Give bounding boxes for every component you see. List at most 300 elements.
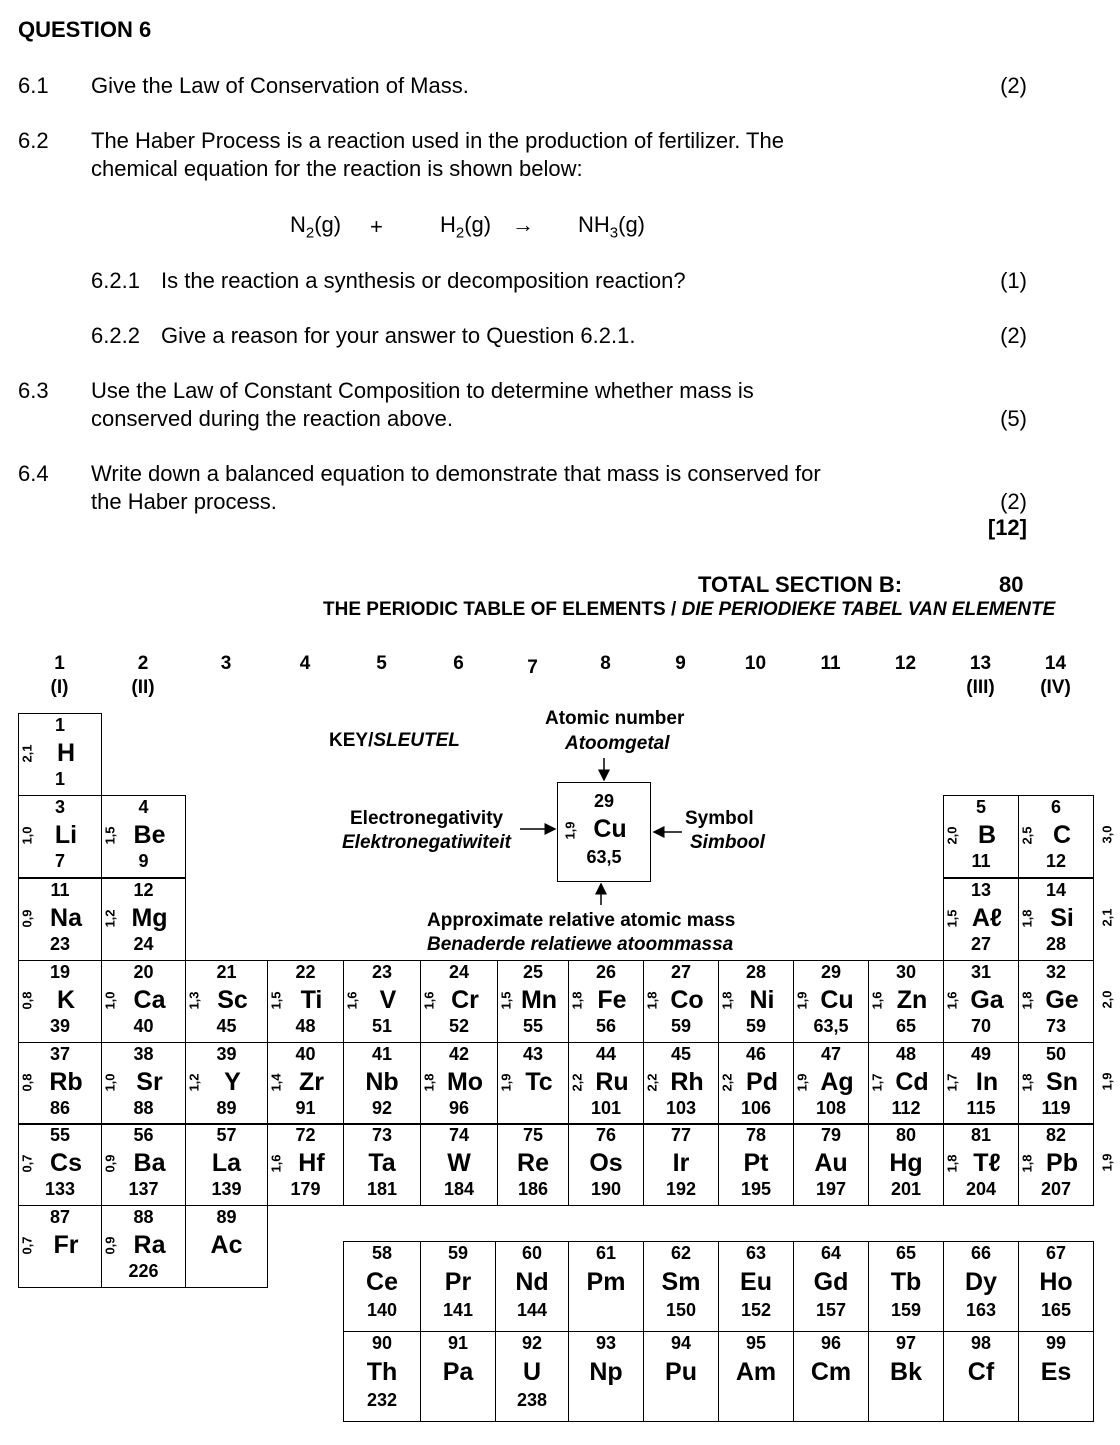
element-mass: 137 xyxy=(128,1179,159,1199)
element-mass: 27 xyxy=(970,934,992,954)
element-atomic-number: 94 xyxy=(670,1333,692,1353)
element-electronegativity: 2,0 xyxy=(944,826,960,845)
total-section-label: TOTAL SECTION B: xyxy=(698,572,903,597)
element-symbol: Rh xyxy=(670,1068,704,1096)
element-mass: 56 xyxy=(595,1016,617,1036)
equation-plus: + xyxy=(370,214,383,239)
element-atomic-number: 97 xyxy=(895,1333,917,1353)
element-atomic-number: 44 xyxy=(595,1044,617,1064)
element-atomic-number: 27 xyxy=(670,962,692,982)
element-atomic-number: 66 xyxy=(970,1243,992,1263)
element-atomic-number: 80 xyxy=(895,1125,917,1145)
element-mass: 157 xyxy=(815,1300,847,1320)
element-electronegativity: 1,5 xyxy=(102,826,118,845)
element-mass: 139 xyxy=(211,1179,242,1199)
element-symbol: Cm xyxy=(810,1358,852,1386)
element-electronegativity: 1,8 xyxy=(944,1154,960,1173)
group-number-1: 1 xyxy=(54,653,65,674)
element-symbol: Y xyxy=(224,1068,241,1096)
element-atomic-number: 81 xyxy=(970,1125,992,1145)
element-symbol: Cd xyxy=(895,1068,929,1096)
key-example-electronegativity: 1,9 xyxy=(562,821,578,840)
element-electronegativity: 0,9 xyxy=(102,1154,118,1173)
q62-number: 6.2 xyxy=(18,128,49,153)
element-electronegativity: 1,6 xyxy=(869,991,885,1010)
equation-arrow: → xyxy=(512,212,534,237)
element-symbol: Ho xyxy=(1039,1268,1073,1296)
group-roman-14: (IV) xyxy=(1040,677,1071,698)
element-mass: 159 xyxy=(890,1300,922,1320)
element-mass: 52 xyxy=(448,1016,470,1036)
question-title: QUESTION 6 xyxy=(18,17,152,42)
element-symbol: Os xyxy=(589,1149,623,1177)
element-symbol: Fe xyxy=(597,986,627,1014)
key-electronegativity-label: Electronegativity xyxy=(350,808,504,829)
element-symbol: Ce xyxy=(366,1268,398,1296)
element-symbol: Zn xyxy=(896,986,928,1014)
element-atomic-number: 96 xyxy=(820,1333,842,1353)
group-number-9: 9 xyxy=(675,653,686,674)
element-symbol: Nd xyxy=(515,1268,549,1296)
q621-number: 6.2.1 xyxy=(91,268,140,293)
group-number-12: 12 xyxy=(894,653,917,674)
element-electronegativity: 1,7 xyxy=(944,1073,960,1092)
element-atomic-number: 48 xyxy=(895,1044,917,1064)
element-atomic-number: 64 xyxy=(820,1243,842,1263)
element-symbol: Au xyxy=(814,1149,848,1177)
element-mass: 163 xyxy=(965,1300,997,1320)
element-mass: 28 xyxy=(1045,934,1067,954)
element-symbol: Sm xyxy=(661,1268,701,1296)
element-symbol: Aℓ xyxy=(971,904,1003,932)
element-symbol: La xyxy=(211,1149,242,1177)
element-mass: 152 xyxy=(740,1300,772,1320)
key-atomic-number-label: Atomic number xyxy=(545,708,685,729)
element-mass: 103 xyxy=(665,1098,697,1118)
element-mass: 39 xyxy=(49,1016,71,1036)
group-number-7: 7 xyxy=(527,657,538,678)
element-mass: 108 xyxy=(815,1098,847,1118)
group-number-4: 4 xyxy=(299,653,311,674)
element-symbol: Li xyxy=(54,821,78,849)
element-symbol: Ti xyxy=(300,986,323,1014)
equation-nh3: $NH_3(g)$ xyxy=(578,212,646,242)
element-electronegativity: 0,9 xyxy=(19,909,35,928)
element-electronegativity: 0,8 xyxy=(19,991,35,1010)
element-electronegativity: 2,2 xyxy=(719,1073,735,1092)
element-electronegativity: 1,5 xyxy=(944,909,960,928)
element-atomic-number: 74 xyxy=(448,1125,470,1145)
element-mass: 65 xyxy=(895,1016,917,1036)
element-atomic-number: 23 xyxy=(371,962,393,982)
element-atomic-number: 98 xyxy=(970,1333,992,1353)
element-symbol: C xyxy=(1052,821,1072,849)
element-symbol: Tb xyxy=(890,1268,922,1296)
edge-electronegativity: 3,0 xyxy=(1099,825,1115,844)
element-symbol: Pm xyxy=(586,1268,626,1296)
element-symbol: Nb xyxy=(365,1068,399,1096)
element-symbol: Cs xyxy=(50,1149,82,1177)
group-number-5: 5 xyxy=(376,653,387,674)
element-mass: 23 xyxy=(49,934,71,954)
element-mass: 115 xyxy=(966,1098,996,1118)
element-mass: 197 xyxy=(815,1179,847,1199)
element-symbol: Na xyxy=(50,904,82,932)
element-atomic-number: 11 xyxy=(50,880,70,900)
element-atomic-number: 78 xyxy=(745,1125,767,1145)
element-mass: 89 xyxy=(216,1098,237,1118)
element-mass: 179 xyxy=(290,1179,321,1199)
element-electronegativity: 1,6 xyxy=(421,991,437,1010)
element-mass: 106 xyxy=(740,1098,772,1118)
element-symbol: Tℓ xyxy=(973,1149,1001,1177)
element-atomic-number: 92 xyxy=(521,1333,543,1353)
element-symbol: U xyxy=(522,1358,542,1386)
group-number-3: 3 xyxy=(220,653,232,674)
element-mass: 192 xyxy=(665,1179,697,1199)
element-electronegativity: 1,0 xyxy=(102,991,118,1010)
group-number-14: 14 xyxy=(1044,653,1067,674)
element-symbol: Ca xyxy=(133,986,166,1014)
element-symbol: In xyxy=(975,1068,999,1096)
element-electronegativity: 1,6 xyxy=(268,1154,284,1173)
key-example-symbol: Cu xyxy=(593,815,627,843)
element-mass: 112 xyxy=(891,1098,921,1118)
key-example-atomic-number: 29 xyxy=(593,791,615,811)
key-example-mass: 63,5 xyxy=(586,847,622,867)
element-symbol: Am xyxy=(735,1358,777,1386)
element-electronegativity: 0,7 xyxy=(19,1154,35,1173)
element-symbol: Hf xyxy=(298,1149,325,1177)
element-atomic-number: 42 xyxy=(448,1044,470,1064)
element-atomic-number: 75 xyxy=(522,1125,544,1145)
element-atomic-number: 20 xyxy=(133,962,154,982)
element-mass: 40 xyxy=(133,1016,154,1036)
q621-marks: (1) xyxy=(1000,268,1027,293)
element-symbol: Es xyxy=(1040,1358,1072,1386)
q61-text: Give the Law of Conservation of Mass. xyxy=(91,73,469,98)
element-atomic-number: 58 xyxy=(371,1243,393,1263)
element-symbol: Np xyxy=(589,1358,623,1386)
element-atomic-number: 93 xyxy=(595,1333,617,1353)
element-atomic-number: 82 xyxy=(1045,1125,1067,1145)
element-atomic-number: 50 xyxy=(1045,1044,1067,1064)
element-symbol: Be xyxy=(133,821,166,849)
element-electronegativity: 1,8 xyxy=(569,991,585,1010)
element-atomic-number: 57 xyxy=(216,1125,237,1145)
element-mass: 88 xyxy=(133,1098,154,1118)
element-mass: 119 xyxy=(1041,1098,1071,1118)
element-mass: 207 xyxy=(1040,1179,1072,1199)
element-atomic-number: 91 xyxy=(447,1333,469,1353)
element-atomic-number: 88 xyxy=(133,1207,154,1227)
element-symbol: Dy xyxy=(965,1268,997,1296)
periodic-table-title: THE PERIODIC TABLE OF ELEMENTS / DIE PERIODIEKE TABEL VAN ELEMENTE xyxy=(323,599,1056,620)
element-mass: 92 xyxy=(371,1098,393,1118)
group-number-13: 13 xyxy=(969,653,992,674)
element-symbol: Pt xyxy=(743,1149,769,1177)
element-mass: 232 xyxy=(366,1390,398,1410)
element-symbol: Co xyxy=(670,986,704,1014)
element-electronegativity: 1,8 xyxy=(1019,909,1035,928)
element-atomic-number: 30 xyxy=(895,962,917,982)
edge-electronegativity: 2,1 xyxy=(1099,908,1115,927)
element-symbol: Th xyxy=(366,1358,398,1386)
element-mass: 55 xyxy=(522,1016,544,1036)
element-atomic-number: 29 xyxy=(820,962,842,982)
element-atomic-number: 59 xyxy=(447,1243,469,1263)
element-electronegativity: 1,9 xyxy=(794,991,810,1010)
element-mass: 1 xyxy=(54,769,65,789)
total-section-value: 80 xyxy=(999,572,1024,597)
element-atomic-number: 26 xyxy=(595,962,617,982)
element-electronegativity: 2,1 xyxy=(19,744,35,763)
group-number-10: 10 xyxy=(744,653,767,674)
element-symbol: Mg xyxy=(131,904,168,932)
element-mass: 91 xyxy=(295,1098,316,1118)
element-mass: 133 xyxy=(44,1179,76,1199)
element-atomic-number: 77 xyxy=(670,1125,692,1145)
element-electronegativity: 0,7 xyxy=(19,1236,35,1255)
element-mass: 201 xyxy=(890,1179,922,1199)
element-atomic-number: 40 xyxy=(295,1044,316,1064)
element-mass: 101 xyxy=(590,1098,622,1118)
element-atomic-number: 79 xyxy=(820,1125,842,1145)
element-mass: 24 xyxy=(133,934,154,954)
element-atomic-number: 31 xyxy=(970,962,992,982)
element-electronegativity: 1,7 xyxy=(869,1073,885,1092)
element-atomic-number: 32 xyxy=(1045,962,1067,982)
element-atomic-number: 3 xyxy=(54,797,65,817)
element-mass: 51 xyxy=(371,1016,393,1036)
key-electronegativity-label-af: Elektronegatiwiteit xyxy=(342,832,511,853)
element-mass: 63,5 xyxy=(813,1016,849,1036)
element-atomic-number: 73 xyxy=(371,1125,393,1145)
element-symbol: Pa xyxy=(442,1358,474,1386)
q64-text-line1: Write down a balanced equation to demonstrate that mass is conserved for xyxy=(91,461,821,486)
element-electronegativity: 0,9 xyxy=(102,1236,118,1255)
element-electronegativity: 1,4 xyxy=(268,1073,284,1092)
element-symbol: Ni xyxy=(749,986,775,1014)
element-symbol: K xyxy=(56,986,76,1014)
element-symbol: Hg xyxy=(889,1149,923,1177)
element-mass: 186 xyxy=(517,1179,549,1199)
element-symbol: Cu xyxy=(820,986,854,1014)
element-mass: 141 xyxy=(442,1300,474,1320)
element-symbol: Pb xyxy=(1046,1149,1078,1177)
element-atomic-number: 38 xyxy=(133,1044,154,1064)
element-electronegativity: 2,5 xyxy=(1019,826,1035,845)
element-electronegativity: 1,8 xyxy=(1019,1154,1035,1173)
key-mass-label-af: Benaderde relatiewe atoommassa xyxy=(427,934,734,955)
q63-marks: (5) xyxy=(1000,406,1027,431)
element-atomic-number: 72 xyxy=(295,1125,316,1145)
edge-electronegativity: 2,0 xyxy=(1099,990,1115,1009)
element-atomic-number: 60 xyxy=(521,1243,543,1263)
group-roman-2: (II) xyxy=(131,677,155,698)
element-symbol: Gd xyxy=(813,1268,849,1296)
element-electronegativity: 1,9 xyxy=(794,1073,810,1092)
element-electronegativity: 1,6 xyxy=(944,991,960,1010)
element-atomic-number: 49 xyxy=(970,1044,992,1064)
key-mass-label: Approximate relative atomic mass xyxy=(427,910,736,931)
element-electronegativity: 1,2 xyxy=(102,909,118,928)
element-atomic-number: 45 xyxy=(670,1044,692,1064)
group-number-2: 2 xyxy=(137,653,149,674)
q62-text-line1: The Haber Process is a reaction used in the production of fertilizer. The xyxy=(91,128,784,153)
q64-marks: (2) xyxy=(1000,489,1027,514)
element-atomic-number: 41 xyxy=(371,1044,393,1064)
element-symbol: W xyxy=(447,1149,471,1177)
element-symbol: Pu xyxy=(665,1358,697,1386)
element-symbol: Ta xyxy=(368,1149,396,1177)
element-atomic-number: 90 xyxy=(371,1333,393,1353)
element-electronegativity: 1,8 xyxy=(719,991,735,1010)
element-symbol: Ir xyxy=(672,1149,690,1177)
element-mass: 226 xyxy=(128,1261,159,1281)
group-number-11: 11 xyxy=(820,653,841,674)
element-atomic-number: 22 xyxy=(295,962,316,982)
element-electronegativity: 1,0 xyxy=(19,826,35,845)
element-mass: 165 xyxy=(1040,1300,1072,1320)
element-mass: 59 xyxy=(670,1016,692,1036)
element-atomic-number: 6 xyxy=(1050,797,1061,817)
q622-number: 6.2.2 xyxy=(91,323,140,348)
element-electronegativity: 1,5 xyxy=(498,991,514,1010)
element-mass: 181 xyxy=(366,1179,398,1199)
element-mass: 195 xyxy=(740,1179,772,1199)
element-mass: 238 xyxy=(516,1390,548,1410)
edge-electronegativity: 1,9 xyxy=(1099,1153,1115,1172)
element-symbol: V xyxy=(379,986,397,1014)
element-mass: 12 xyxy=(1045,851,1067,871)
element-electronegativity: 1,6 xyxy=(344,991,360,1010)
element-electronegativity: 1,8 xyxy=(421,1073,437,1092)
element-atomic-number: 24 xyxy=(448,962,470,982)
q622-text: Give a reason for your answer to Question 6.2.1. xyxy=(161,323,636,348)
element-electronegativity: 1,3 xyxy=(186,991,202,1010)
element-electronegativity: 1,8 xyxy=(1019,991,1035,1010)
element-symbol: Re xyxy=(517,1149,549,1177)
element-electronegativity: 1,8 xyxy=(1019,1073,1035,1092)
element-mass: 140 xyxy=(366,1300,398,1320)
element-atomic-number: 46 xyxy=(745,1044,767,1064)
element-symbol: Sn xyxy=(1046,1068,1078,1096)
element-atomic-number: 5 xyxy=(975,797,986,817)
element-atomic-number: 56 xyxy=(133,1125,154,1145)
element-atomic-number: 55 xyxy=(49,1125,71,1145)
question-total-marks: [12] xyxy=(987,515,1027,540)
element-mass: 48 xyxy=(295,1016,316,1036)
element-mass: 59 xyxy=(745,1016,767,1036)
element-symbol: Ru xyxy=(595,1068,629,1096)
element-symbol: B xyxy=(977,821,997,849)
q63-text-line2: conserved during the reaction above. xyxy=(91,406,454,431)
element-symbol: Zr xyxy=(299,1068,324,1096)
q622-marks: (2) xyxy=(1000,323,1027,348)
element-mass: 9 xyxy=(138,851,149,871)
element-symbol: H xyxy=(56,739,76,767)
element-mass: 96 xyxy=(448,1098,470,1118)
group-roman-1: (I) xyxy=(50,677,69,698)
element-atomic-number: 99 xyxy=(1045,1333,1067,1353)
element-mass: 144 xyxy=(516,1300,548,1320)
key-symbol-label: Symbol xyxy=(685,808,754,829)
element-atomic-number: 21 xyxy=(216,962,237,982)
element-atomic-number: 43 xyxy=(522,1044,544,1064)
element-atomic-number: 19 xyxy=(49,962,71,982)
element-atomic-number: 76 xyxy=(595,1125,617,1145)
element-atomic-number: 1 xyxy=(54,715,65,735)
element-electronegativity: 1,9 xyxy=(498,1073,514,1092)
element-symbol: Fr xyxy=(53,1231,79,1259)
key-atomic-number-label-af: Atoomgetal xyxy=(565,733,670,754)
group-number-6: 6 xyxy=(453,653,464,674)
element-atomic-number: 65 xyxy=(895,1243,917,1263)
element-atomic-number: 87 xyxy=(49,1207,71,1227)
edge-electronegativity: 1,9 xyxy=(1099,1072,1115,1091)
q63-text-line1: Use the Law of Constant Composition to determine whether mass is xyxy=(91,378,754,403)
element-symbol: Ba xyxy=(133,1149,166,1177)
element-symbol: Cf xyxy=(967,1358,995,1386)
element-symbol: Sc xyxy=(217,986,248,1014)
element-symbol: Ag xyxy=(820,1068,854,1096)
element-atomic-number: 62 xyxy=(670,1243,692,1263)
element-atomic-number: 37 xyxy=(49,1044,71,1064)
element-atomic-number: 39 xyxy=(216,1044,237,1064)
element-electronegativity: 1,0 xyxy=(102,1073,118,1092)
element-atomic-number: 47 xyxy=(820,1044,842,1064)
element-electronegativity: 2,2 xyxy=(569,1073,585,1092)
q61-number: 6.1 xyxy=(18,73,49,98)
q64-number: 6.4 xyxy=(18,461,49,486)
element-symbol: Cr xyxy=(451,986,479,1014)
element-atomic-number: 28 xyxy=(745,962,767,982)
element-electronegativity: 0,8 xyxy=(19,1073,35,1092)
element-electronegativity: 1,8 xyxy=(644,991,660,1010)
element-mass: 204 xyxy=(965,1179,997,1199)
element-symbol: Pd xyxy=(746,1068,778,1096)
element-symbol: Ra xyxy=(133,1231,166,1259)
element-symbol: Sr xyxy=(136,1068,163,1096)
equation-h2: $H_2(g)$ xyxy=(440,212,492,242)
element-symbol: Eu xyxy=(740,1268,772,1296)
element-symbol: Ac xyxy=(210,1231,243,1259)
element-symbol: Mo xyxy=(446,1068,484,1096)
element-mass: 190 xyxy=(590,1179,622,1199)
element-electronegativity: 1,2 xyxy=(186,1073,202,1092)
element-symbol: Si xyxy=(1050,904,1074,932)
element-symbol: Ge xyxy=(1045,986,1079,1014)
element-symbol: Tc xyxy=(525,1068,553,1096)
element-atomic-number: 25 xyxy=(522,962,544,982)
element-atomic-number: 4 xyxy=(138,797,149,817)
group-roman-13: (III) xyxy=(966,677,995,698)
element-mass: 150 xyxy=(665,1300,697,1320)
element-symbol: Mn xyxy=(520,986,558,1014)
q62-text-line2: chemical equation for the reaction is shown below: xyxy=(91,156,583,181)
element-symbol: Bk xyxy=(890,1358,922,1386)
element-electronegativity: 2,2 xyxy=(644,1073,660,1092)
element-atomic-number: 63 xyxy=(745,1243,767,1263)
q64-text-line2: the Haber process. xyxy=(91,489,277,514)
q621-text: Is the reaction a synthesis or decomposition reaction? xyxy=(161,268,686,293)
group-number-8: 8 xyxy=(600,653,611,674)
equation-n2: $N_2(g)$ xyxy=(290,212,342,242)
element-mass: 45 xyxy=(216,1016,237,1036)
element-symbol: Rb xyxy=(49,1068,83,1096)
element-atomic-number: 67 xyxy=(1045,1243,1067,1263)
